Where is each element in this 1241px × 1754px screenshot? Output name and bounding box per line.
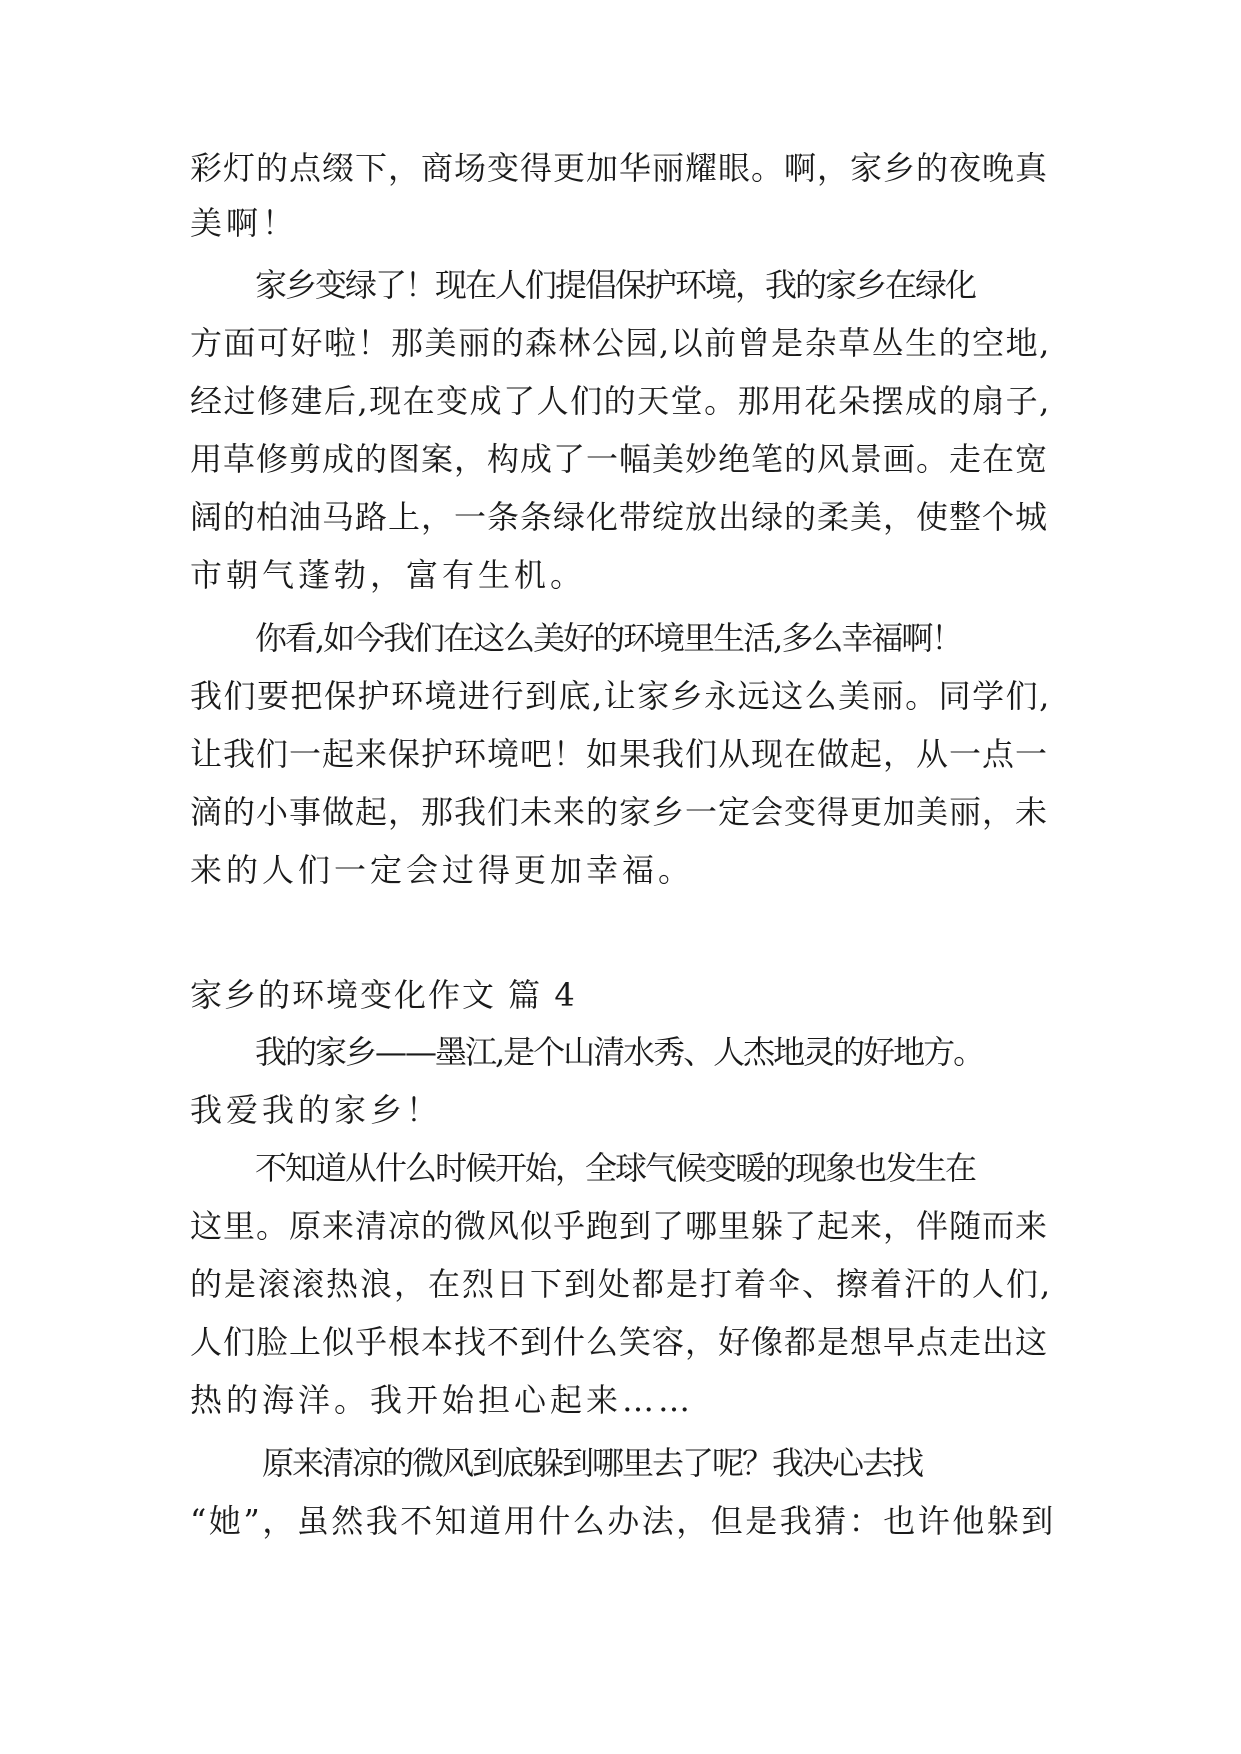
paragraph-first-line: 我的家乡——墨江,是个山清水秀、人杰地灵的好地方。	[255, 1033, 984, 1071]
text-line: 美啊！	[190, 204, 299, 242]
text-line: 彩灯的点缀下，商场变得更加华丽耀眼。啊，家乡的夜晚真	[190, 149, 1049, 187]
paragraph-first-line: 家乡变绿了！现在人们提倡保护环境，我的家乡在绿化	[255, 266, 976, 304]
text-line: 让我们一起来保护环境吧！如果我们从现在做起，从一点一	[190, 735, 1049, 773]
text-line: 市朝气蓬勃，富有生机。	[190, 556, 587, 594]
text-line: 热的海洋。我开始担心起来……	[190, 1381, 695, 1419]
text-line: 阔的柏油马路上，一条条绿化带绽放出绿的柔美，使整个城	[190, 498, 1049, 536]
paragraph-first-line: 你看,如今我们在这么美好的环境里生活,多么幸福啊！	[255, 619, 962, 657]
text-line: 人们脸上似乎根本找不到什么笑容，好像都是想早点走出这	[190, 1323, 1049, 1361]
text-line: 经过修建后,现在变成了人们的天堂。那用花朵摆成的扇子,	[190, 382, 1051, 420]
text-line: 的是滚滚热浪，在烈日下到处都是打着伞、擦着汗的人们,	[190, 1265, 1053, 1303]
text-line: 这里。原来清凉的微风似乎跑到了哪里躲了起来，伴随而来	[190, 1207, 1049, 1245]
text-line: 我爱我的家乡！	[190, 1091, 443, 1129]
text-line: 用草修剪成的图案，构成了一幅美妙绝笔的风景画。走在宽	[190, 440, 1049, 478]
text-line: 我们要把保护环境进行到底,让家乡永远这么美丽。同学们,	[190, 677, 1051, 715]
text-line: 来的人们一定会过得更加幸福。	[190, 851, 695, 889]
section-heading: 家乡的环境变化作文 篇 4	[190, 976, 577, 1014]
paragraph-first-line: 原来清凉的微风到底躲到哪里去了呢？我决心去找	[262, 1444, 923, 1482]
paragraph-first-line: 不知道从什么时候开始，全球气候变暖的现象也发生在	[255, 1149, 976, 1187]
text-line: “她”，虽然我不知道用什么办法，但是我猜：也许他躲到	[190, 1502, 1056, 1540]
text-line: 滴的小事做起，那我们未来的家乡一定会变得更加美丽，未	[190, 793, 1049, 831]
text-line: 方面可好啦！那美丽的森林公园,以前曾是杂草丛生的空地,	[190, 324, 1051, 362]
